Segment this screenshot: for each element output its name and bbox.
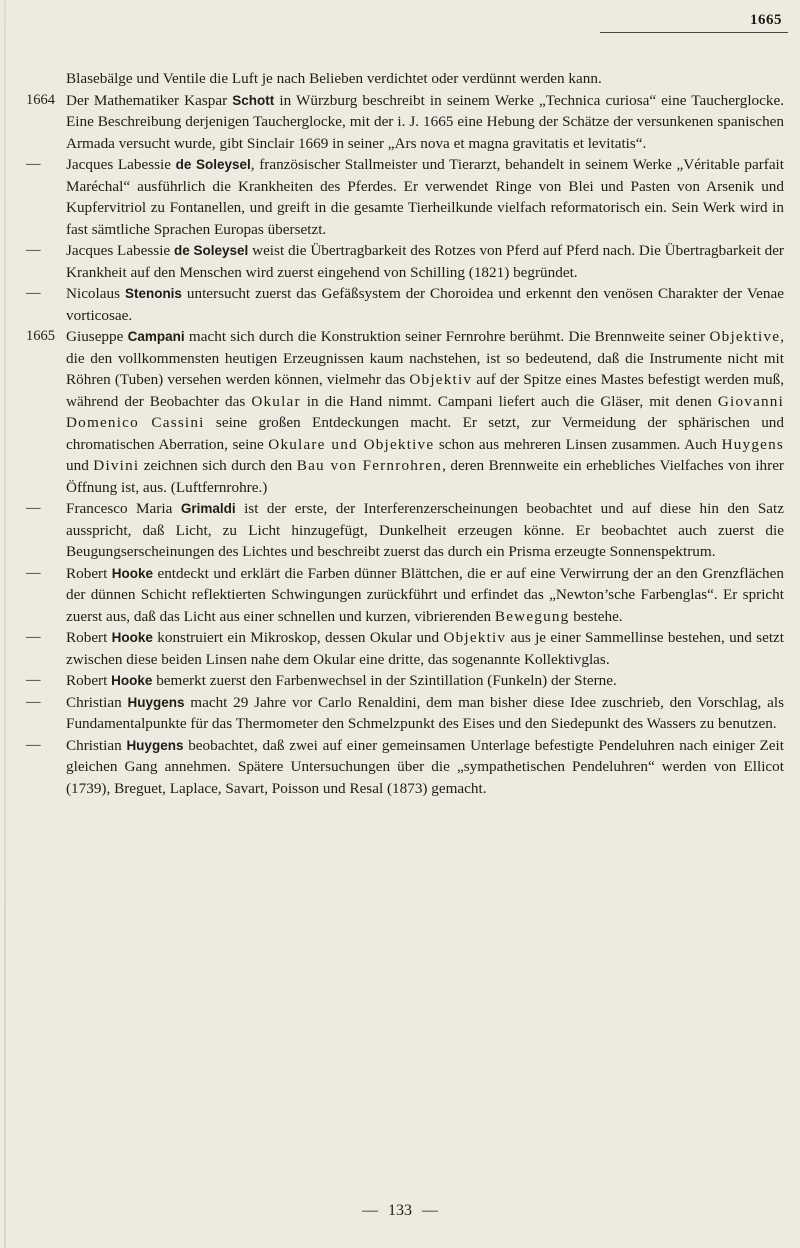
text-run: auf der Spitze eines Mastes befestigt werden muß, während der Beobachter das xyxy=(66,371,784,410)
text-run: zeichnen sich durch den xyxy=(139,457,297,474)
text-run: und xyxy=(66,457,94,474)
text-run: beobachtet, daß zwei auf einer gemeinsamen Unterlage befestigte Pendeluhren nach einiger Zeit gleichen Gang annehmen. Spätere Untersuchungen über die „sympathetischen Pendeluhren“ werden von Ellicot (1739), Breguet, Laplace, Savart, Poisson und Resal (1873) gemacht. xyxy=(66,736,784,797)
entry-year: — xyxy=(26,736,41,753)
entry-text xyxy=(66,68,784,90)
person-name: Stenonis xyxy=(124,286,182,301)
emphasized-text: Giovanni Domenico Cassini xyxy=(66,392,785,431)
text-run: bemerkt zuerst den Farbenwechsel in der Szintillation (Funkeln) der Sterne. xyxy=(152,672,617,689)
entry-year: 1664 xyxy=(26,91,55,108)
entry-year: — xyxy=(26,693,41,710)
text-run: untersucht zuerst das Gefäßsystem der Choroidea und erkennt den venösen Charakter der Venae vorticosae. xyxy=(66,285,784,324)
text-run: bestehe. xyxy=(569,607,623,625)
text-run: konstruiert ein Mikroskop, dessen Okular und xyxy=(152,629,444,646)
text-run: , die den vollkommensten heutigen Erzeugnissen kaum nachstehen, ist so bedeutend, daß die Instrumente nicht mit Röhren (Tuben) versehen werden können, vielmehr das xyxy=(66,328,784,388)
entry-text xyxy=(66,90,784,155)
chronology-entry xyxy=(24,563,784,628)
text-run: Giuseppe xyxy=(66,328,128,345)
page-number: 133 xyxy=(388,1202,412,1219)
entry-text xyxy=(66,735,784,800)
person-name: Hooke xyxy=(111,673,153,688)
text-run: seine großen Entdeckungen macht. Er setzt, zur Vermeidung der sphärischen und chromatischen Aberration, seine xyxy=(66,414,784,453)
person-name: Schott xyxy=(232,92,275,108)
text-run: in die Hand nimmt. Campani liefert auch die Gläser, mit denen xyxy=(300,392,718,410)
text-run: schon aus mehreren Linsen zusammen. Auch xyxy=(434,435,722,453)
page-edge-shadow xyxy=(4,0,6,1248)
text-run: aus je einer Sammellinse bestehen, und setzt zwischen diese beiden Linsen nahe dem Okular eine dritte, das sogenannte Kollektivglas. xyxy=(66,629,785,668)
entry-text xyxy=(66,692,784,735)
chronology-entry xyxy=(24,670,784,692)
chronology-entry xyxy=(24,498,784,563)
entry-year: 1665 xyxy=(26,328,55,344)
text-run: weist die Übertragbarkeit des Rotzes von Pferd auf Pferd nach. Die Übertragbarkeit der Krankheit auf den Menschen wird zuerst eingehend von Schilling (1821) begründet. xyxy=(66,242,784,281)
emphasized-text: Divini xyxy=(93,457,140,474)
chronology-entry xyxy=(24,154,784,240)
person-name: Grimaldi xyxy=(180,501,236,516)
entry-text xyxy=(66,326,784,498)
entry-year: — xyxy=(26,629,41,645)
emphasized-text: Bau von Fernrohren xyxy=(296,457,443,474)
text-run: Robert xyxy=(66,629,112,646)
text-run: Jacques Labessie xyxy=(66,156,176,173)
page-number-line xyxy=(0,1202,800,1220)
chronology-entry xyxy=(24,326,784,498)
entry-text xyxy=(66,670,784,692)
entry-text xyxy=(66,498,784,563)
entry-text xyxy=(66,563,784,628)
text-run: in Würzburg beschreibt in seinem Werke „Technica curiosa“ eine Taucherglocke. Eine Beschreibung derjenigen Taucherglocke, mit der i. J. 1665 eine Hebung der Schätze der versunkenen spanischen Armada versucht wurde, gibt Sinclair 1669 in seiner „Ars nova et magna gravitatis et levitatis“. xyxy=(66,91,784,152)
chronology-entry xyxy=(24,627,784,670)
person-name: Huygens xyxy=(126,737,184,753)
emphasized-text: Bewegung xyxy=(494,607,570,625)
text-run: Nicolaus xyxy=(66,285,125,302)
text-run: Robert xyxy=(66,564,112,582)
text-run: Blasebälge und Ventile die Luft je nach Belieben verdichtet oder verdünnt werden kann. xyxy=(66,70,602,87)
entry-text xyxy=(66,283,784,326)
page-number-dash-right: — xyxy=(422,1202,438,1219)
text-run: Francesco Maria xyxy=(66,500,181,517)
entry-text xyxy=(66,627,784,670)
chronology-entry xyxy=(24,68,784,90)
text-run: entdeckt und erklärt die Farben dünner Blättchen, die er auf eine Verwirrung der an den Grenzflächen der dünnen Schicht reflektierten Schwingungen zurückführt und erfindet das „Newton’sche Farbenglas“. Er spricht zuerst aus, daß das Licht aus einer schnellen und kurzen, vibrierenden xyxy=(66,564,784,625)
person-name: de Soleysel xyxy=(173,243,249,258)
text-run: macht 29 Jahre vor Carlo Renaldini, dem man bisher diese Idee zuschrieb, den Vorschlag, als Fundamentalpunkte für das Thermometer den Schmelzpunkt des Eises und den Siedepunkt des Wassers zu benutzen. xyxy=(66,693,785,732)
chronology-entry xyxy=(24,90,784,155)
text-run: Christian xyxy=(66,693,128,711)
text-run: Der Mathematiker Kaspar xyxy=(66,91,233,109)
chronology-entry xyxy=(24,735,784,800)
emphasized-text: Objektiv xyxy=(443,629,507,646)
text-run: , französischer Stallmeister und Tierarzt, behandelt in seinem Werke „Véritable parfait Maréchal“ ausführlich die Krankheiten des Pferdes. Er verwendet Ringe von Blei und Pasten von Arsenik und Kupfervitriol zu Fontanellen, und greift in die gesamte Tierheilkunde vielfach reformatorisch ein. Sein Werk wird in fast sämtliche Sprachen Europas übersetzt. xyxy=(66,156,784,238)
person-name: de Soleysel xyxy=(175,157,251,172)
person-name: Hooke xyxy=(111,630,153,645)
entry-year: — xyxy=(26,564,41,581)
entry-year: — xyxy=(26,285,41,301)
entry-text xyxy=(66,154,784,240)
emphasized-text: Okular xyxy=(251,392,301,410)
chronology-entry xyxy=(24,240,784,283)
chronology-entries xyxy=(24,68,784,799)
text-run: ist der erste, der Interferenzerscheinungen beobachtet und auf diese hin den Satz ausspricht, daß Licht, zu Licht hinzugefügt, Dunkelheit erzeugen könne. Er beobachtet auch zuerst die Beugungserscheinungen des Lichtes und beschreibt zuerst das durch ein Prisma erzeugte Sonnenspektrum. xyxy=(66,500,784,560)
entry-year: — xyxy=(26,500,41,516)
person-name: Huygens xyxy=(127,694,185,710)
emphasized-text: Huygens xyxy=(721,435,784,453)
emphasized-text: Objektive xyxy=(709,328,781,345)
running-head-year: 1665 xyxy=(750,12,782,28)
entry-year: — xyxy=(26,672,41,688)
text-run: macht sich durch die Konstruktion seiner Fernrohre berühmt. Die Brennweite seiner xyxy=(184,328,710,345)
chronology-entry xyxy=(24,283,784,326)
text-run: Christian xyxy=(66,736,127,754)
emphasized-text: Okulare und Objektive xyxy=(268,435,435,453)
text-run: Jacques Labessie xyxy=(66,242,174,259)
page-number-dash-left: — xyxy=(362,1202,378,1219)
text-run: , deren Brennweite ein erhebliches Vielfaches von ihrer Öffnung ist, aus. (Luftfernrohre.) xyxy=(66,457,784,496)
emphasized-text: Objektiv xyxy=(409,371,473,388)
header-rule xyxy=(600,32,788,33)
text-run: Robert xyxy=(66,672,112,689)
person-name: Campani xyxy=(127,329,185,344)
person-name: Hooke xyxy=(111,565,154,581)
entry-text xyxy=(66,240,784,283)
entry-year: — xyxy=(26,242,41,258)
chronology-entry xyxy=(24,692,784,735)
entry-year: — xyxy=(26,156,41,172)
